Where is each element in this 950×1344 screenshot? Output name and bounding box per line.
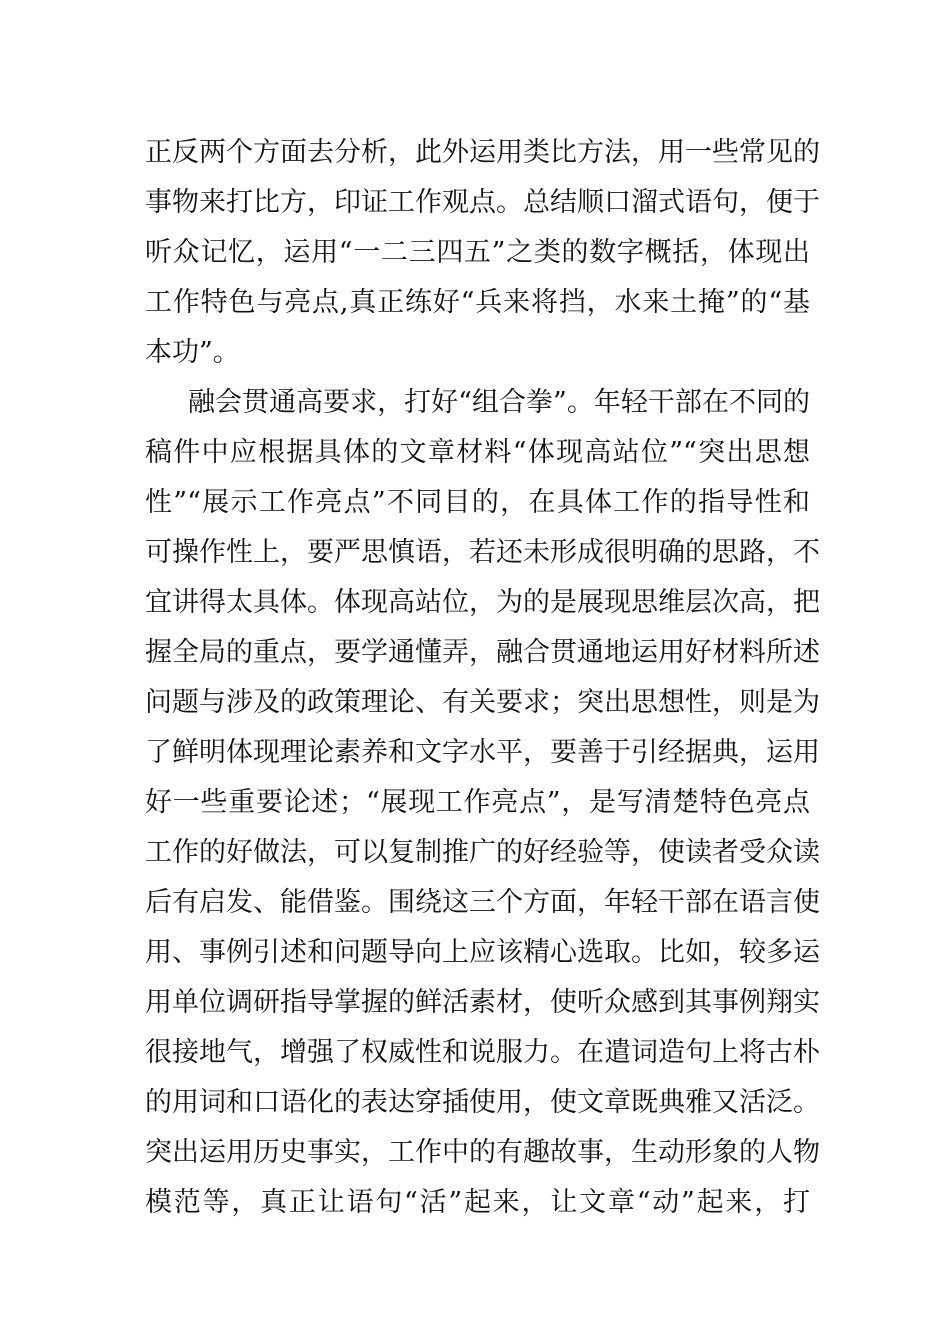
body-text-line: 的用词和口语化的表达穿插使用，使文章既典雅又活泛。 xyxy=(145,1087,820,1118)
body-text-line: 本功”。 xyxy=(145,337,240,368)
body-text-line: 融会贯通高要求，打好“组合拳”。年轻干部在不同的 xyxy=(188,387,810,418)
body-text-line: 后有启发、能借鉴。围绕这三个方面，年轻干部在语言使 xyxy=(145,887,820,918)
body-text-line: 很接地气，增强了权威性和说服力。在遣词造句上将古朴 xyxy=(145,1037,820,1068)
document-body xyxy=(145,128,820,1228)
body-text-line: 突出运用历史事实，工作中的有趣故事，生动形象的人物 xyxy=(145,1137,820,1168)
body-text-line: 握全局的重点，要学通懂弄，融合贯通地运用好材料所述 xyxy=(145,637,820,668)
body-text-line: 事物来打比方，印证工作观点。总结顺口溜式语句，便于 xyxy=(145,187,820,218)
body-text-line: 稿件中应根据具体的文章材料“体现高站位”“突出思想 xyxy=(145,437,810,468)
body-text-line: 了鲜明体现理论素养和文字水平，要善于引经据典，运用 xyxy=(145,737,820,768)
body-text-line: 模范等，真正让语句“活”起来，让文章“动”起来，打 xyxy=(145,1187,810,1218)
body-text-line: 宜讲得太具体。体现高站位，为的是展现思维层次高，把 xyxy=(145,587,820,618)
body-text-line: 性”“展示工作亮点”不同目的，在具体工作的指导性和 xyxy=(145,487,810,518)
body-text-line: 听众记忆，运用“一二三四五”之类的数字概括，体现出 xyxy=(145,237,810,268)
body-text-line: 用、事例引述和问题导向上应该精心选取。比如，较多运 xyxy=(145,937,820,968)
body-text-line: 正反两个方面去分析，此外运用类比方法，用一些常见的 xyxy=(145,137,820,168)
body-text-line: 问题与涉及的政策理论、有关要求；突出思想性，则是为 xyxy=(145,687,820,718)
body-text-line: 用单位调研指导掌握的鲜活素材，使听众感到其事例翔实 xyxy=(145,987,820,1018)
body-text-line: 工作特色与亮点,真正练好“兵来将挡，水来土掩”的“基 xyxy=(145,287,810,318)
body-text-line: 好一些重要论述；“展现工作亮点”，是写清楚特色亮点 xyxy=(145,787,810,818)
body-text-line: 工作的好做法，可以复制推广的好经验等，使读者受众读 xyxy=(145,837,820,868)
body-text-line: 可操作性上，要严思慎语，若还未形成很明确的思路，不 xyxy=(145,537,820,568)
